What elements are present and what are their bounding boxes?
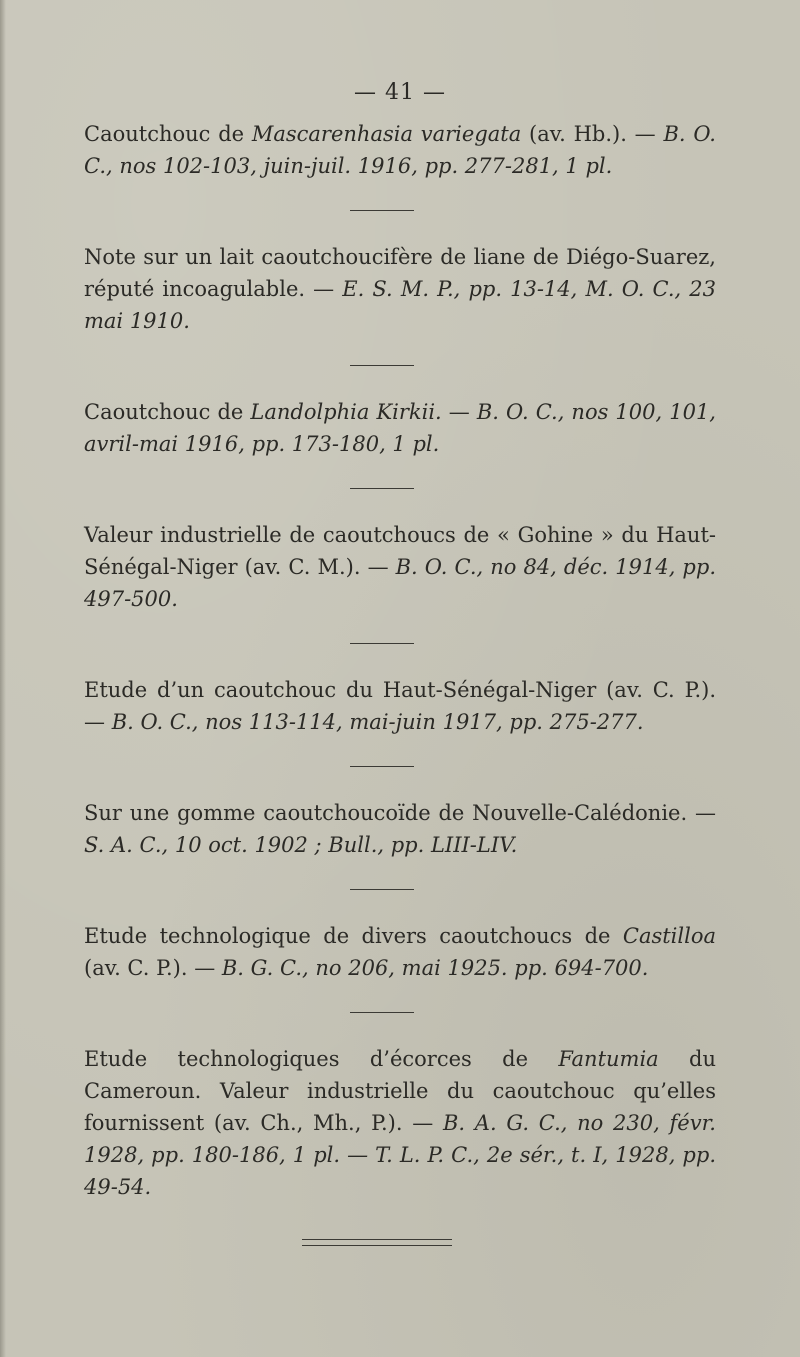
bibliography-entry (84, 396, 716, 460)
entry-reference: B. A. G. C., no 230, févr. 1928, pp. 180-186, 1 pl. — T. L. P. C., 2e sér., t. I, 1928, pp. 49-54. (84, 1111, 716, 1199)
entry-reference: B. O. C., no 84, déc. 1914, pp. 497-500. (84, 555, 716, 611)
entry-reference: B. O. C., nos 113-114, mai-juin 1917, pp. 275-277. (111, 710, 644, 734)
entry-text: du Cameroun. Valeur industrielle du caoutchouc qu’elles fournissent (av. Ch., Mh., P.). — (84, 1047, 716, 1135)
entry-title: Etude technologiques d’écorces de (84, 1047, 559, 1071)
separator-rule (350, 1012, 414, 1013)
entry-title: Caoutchouc de (84, 400, 251, 424)
entry-title: Sur une gomme caoutchoucoïde de Nouvelle-Calédonie. (84, 801, 688, 825)
separator-rule (350, 210, 414, 211)
entry-reference: S. A. C., 10 oct. 1902 ; Bull., pp. LIII-LIV. (84, 833, 518, 857)
bibliography-entry (84, 118, 716, 182)
entry-title: Caoutchouc de (84, 122, 252, 146)
entry-text: — (305, 277, 343, 301)
separator-rule (350, 889, 414, 890)
bibliography-entry (84, 519, 716, 615)
entry-title: Etude technologique de divers caoutchoucs de (84, 924, 623, 948)
separator-rule (350, 643, 414, 644)
entry-text: (av. Hb.). — (521, 122, 664, 146)
bibliography-entry (84, 797, 716, 861)
entry-reference: E. S. M. P., pp. 13-14, M. O. C., 23 mai 1910. (84, 277, 716, 333)
bibliography-entry (84, 920, 716, 984)
species-name: Mascarenhasia variegata (251, 122, 522, 146)
entry-text: — (360, 555, 396, 579)
bibliography-entry (84, 241, 716, 337)
entry-text: — (84, 710, 112, 734)
end-double-rule (302, 1239, 452, 1246)
entry-title: Note sur un lait caoutchoucifère de liane de Diégo-Suarez, réputé incoagulable. (84, 245, 716, 301)
bibliography-entry (84, 674, 716, 738)
species-name: Fantumia (558, 1047, 659, 1071)
bibliography-list (84, 118, 716, 1251)
entry-reference: B. O. C., nos 102-103, juin-juil. 1916, pp. 277-281, 1 pl. (84, 122, 716, 178)
separator-rule (350, 488, 414, 489)
bibliography-entry (84, 1043, 716, 1203)
end-rule-line (302, 1245, 452, 1246)
entry-reference: B. O. C., nos 100, 101, avril-mai 1916, pp. 173-180, 1 pl. (84, 400, 716, 456)
page-number: — 41 — (354, 80, 446, 105)
entry-title: Etude d’un caoutchouc du Haut-Sénégal-Niger (av. C. P.). (84, 678, 716, 702)
entry-text: — (441, 400, 477, 424)
species-name: Landolphia Kirkii. (250, 400, 442, 424)
entry-title: Valeur industrielle de caoutchoucs de « Gohine » du Haut-Sénégal-Niger (av. C. M.). (84, 523, 716, 579)
separator-rule (350, 766, 414, 767)
entry-text: (av. C. P.). — (84, 956, 222, 980)
separator-rule (350, 365, 414, 366)
entry-reference: B. G. C., no 206, mai 1925. pp. 694-700. (221, 956, 649, 980)
page-edge-shadow (0, 0, 6, 1357)
entry-text: — (687, 801, 716, 825)
end-rule-line (302, 1239, 452, 1240)
species-name: Castilloa (622, 924, 716, 948)
